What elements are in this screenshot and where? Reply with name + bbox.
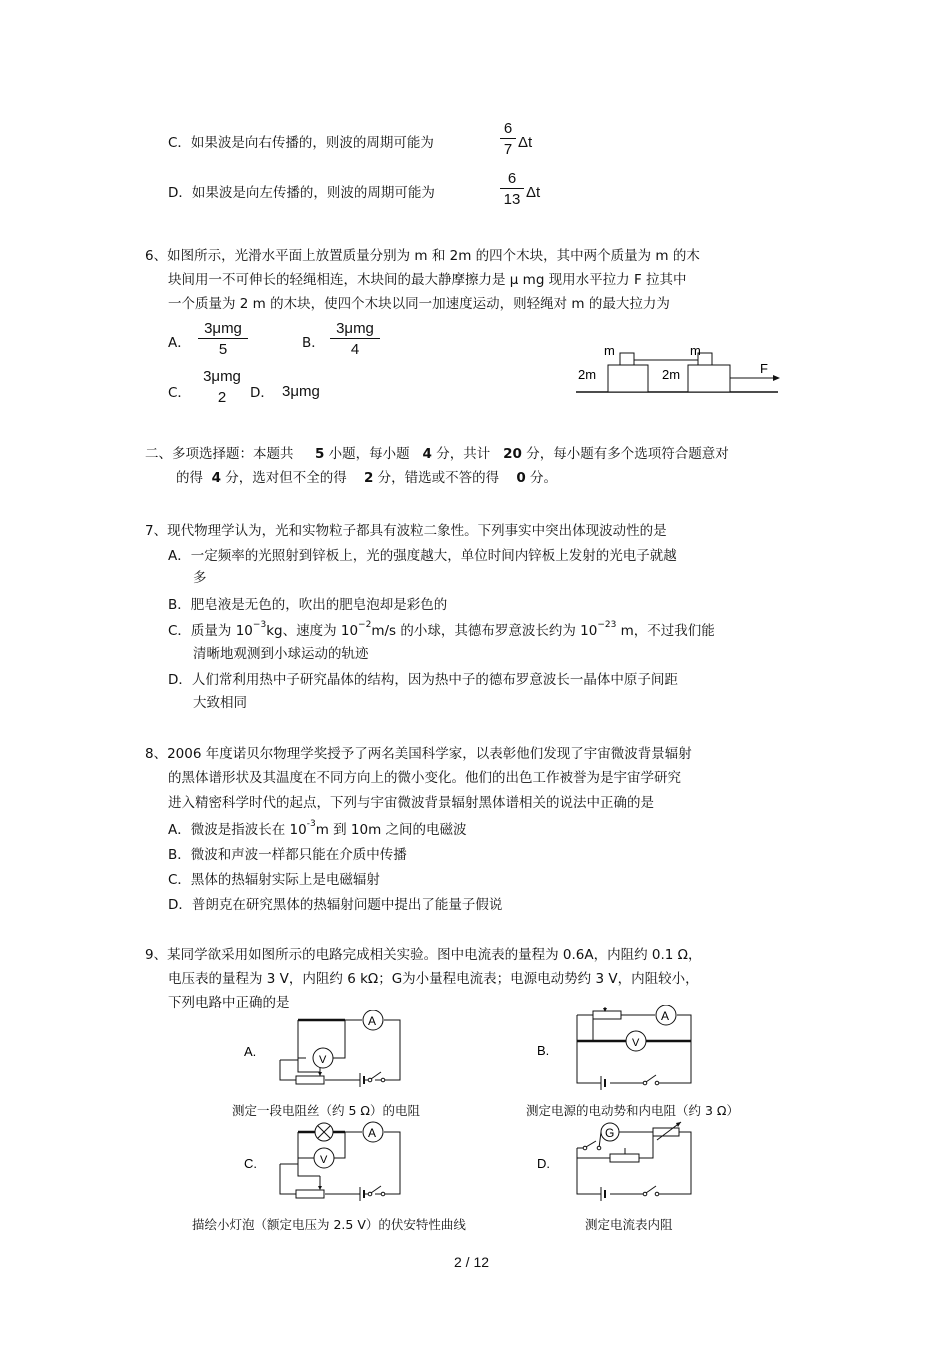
switch-lever: [371, 1186, 381, 1193]
q6-option-d-value: 3μmg: [282, 383, 320, 400]
fraction-denominator: 5: [218, 341, 228, 358]
ammeter-letter: A: [368, 1014, 377, 1028]
switch-lever: [586, 1141, 596, 1147]
q8-option-a: A．微波是指波长在 $10^{-3}m$ 到 10m 之间的电磁波: [168, 819, 467, 838]
galvanometer-letter: G: [605, 1126, 615, 1140]
q8-stem-line1: 8、2006 年度诺贝尔物理学奖授予了两名美国科学家，以表彰他们发现了宇宙微波背景辐射: [145, 746, 692, 762]
block-m-left: [620, 353, 634, 365]
switch-lever: [646, 1075, 656, 1082]
q7-option-b: B．肥皂液是无色的，吹出的肥皂泡却是彩色的: [168, 597, 448, 613]
q9-stem-line2: 电压表的量程为 3 V，内阻约 6 kΩ；G为小量程电流表；电源电动势约 3 V，内阻较小，: [168, 971, 699, 987]
fraction-numerator: 6: [503, 120, 513, 137]
switch-contact: [655, 1081, 659, 1085]
q6-option-b-fraction: [330, 320, 380, 358]
section2-line2: 的得 4 分，选对但不全的得 2 分，错选或不答的得 0 分。: [176, 470, 558, 486]
voltmeter-letter: V: [320, 1154, 328, 1166]
fraction-numerator: 6: [507, 170, 517, 187]
block-2m-left: [608, 365, 648, 392]
voltmeter-letter: V: [319, 1054, 327, 1066]
fraction-numerator: 3μmg: [204, 320, 242, 337]
q7-option-c-line2: 清晰地观测到小球运动的轨迹: [193, 646, 369, 662]
switch-lever: [646, 1186, 656, 1193]
block-2m-right: [688, 365, 730, 392]
circuit-c-label: C.: [244, 1156, 257, 1171]
label-m-left: m: [604, 343, 615, 358]
fraction-bar: [330, 338, 380, 339]
q6-option-c-label: C．: [168, 385, 191, 401]
force-arrowhead: [773, 375, 780, 381]
fraction-bar: [198, 338, 248, 339]
fraction-denominator: 4: [350, 341, 360, 358]
q6-option-d-label: D．: [250, 385, 274, 401]
q7-option-a-line2: 多: [193, 570, 207, 586]
circuit-d: [535, 1118, 705, 1208]
rheostat: [610, 1154, 639, 1162]
slider-arrow: [318, 1186, 322, 1190]
q8-stem-line3: 进入精密科学时代的起点，下列与宇宙微波背景辐射黑体谱相关的说法中正确的是: [168, 795, 654, 811]
circuit-d-label: D.: [537, 1156, 550, 1171]
switch-contact: [655, 1192, 659, 1196]
switch-contact: [381, 1078, 385, 1082]
rheostat: [296, 1076, 324, 1084]
fraction-numerator: 3μmg: [336, 320, 374, 337]
circuit-d-caption: 测定电流表内阻: [585, 1217, 673, 1232]
q5-option-d: D．如果波是向左传播的，则波的周期可能为: [168, 185, 435, 201]
ammeter-letter: A: [368, 1126, 377, 1140]
ammeter-letter: A: [661, 1009, 670, 1023]
q5-option-c-unit: Δt: [518, 134, 533, 151]
q6-stem-line1: 6、如图所示，光滑水平面上放置质量分别为 m 和 2m 的四个木块，其中两个质量为 m 的木: [145, 248, 700, 264]
q8-stem-line2: 的黑体谱形状及其温度在不同方向上的微小变化。他们的出色工作被誉为是宇宙学研究: [168, 770, 681, 786]
circuit-a-caption: 测定一段电阻丝（约 5 Ω）的电阻: [232, 1103, 420, 1118]
q7-option-d-line1: D．人们常利用热中子研究晶体的结构，因为热中子的德布罗意波长一晶体中原子间距: [168, 672, 678, 688]
fraction-bar: [500, 188, 524, 189]
q5-option-c-fraction: [500, 120, 516, 158]
label-force: F: [760, 361, 768, 376]
rheostat: [593, 1011, 621, 1019]
q8-option-d: D．普朗克在研究黑体的热辐射问题中提出了能量子假说: [168, 897, 503, 913]
circuit-c-caption: 描绘小灯泡（额定电压为 2.5 V）的伏安特性曲线: [192, 1217, 466, 1232]
q8-option-b: B．微波和声波一样都只能在介质中传播: [168, 847, 407, 863]
q5-option-c: C．如果波是向右传播的，则波的周期可能为: [168, 135, 434, 151]
circuit-a-label: A.: [244, 1044, 257, 1059]
q7-option-a-line1: A．一定频率的光照射到锌板上，光的强度越大，单位时间内锌板上发射的光电子就越: [168, 548, 677, 564]
q6-option-a-label: A．: [168, 335, 191, 351]
rheostat: [296, 1190, 324, 1198]
circuit-c: [240, 1118, 410, 1208]
slider-arrow: [318, 1072, 322, 1076]
section2-line1: 二、多项选择题：本题共 5 小题，每小题 4 分，共计 20 分，每小题有多个选项符合题意对: [145, 446, 729, 462]
fraction-numerator: 3μmg: [203, 368, 241, 385]
resistance-box: [653, 1128, 679, 1136]
q6-option-b-label: B．: [302, 335, 325, 351]
q7-option-c-line1: C．质量为 $10^{-3}kg$、速度为 $10^{-2}m/s$ 的小球，其德布罗意波长约为 $10^{-23}$ m，不过我们能: [168, 620, 715, 639]
q5-option-d-fraction: [500, 170, 524, 208]
q6-blocks-figure: [570, 340, 785, 400]
label-m-right: m: [690, 343, 701, 358]
q8-option-c: C．黑体的热辐射实际上是电磁辐射: [168, 872, 380, 888]
variable-arrowhead: [676, 1122, 681, 1127]
q5-option-d-unit: Δt: [526, 184, 541, 201]
fraction-denominator: 2: [217, 389, 227, 406]
q6-stem-line2: 块间用一不可伸长的轻绳相连，木块间的最大静摩擦力是 μ mg 现用水平拉力 F 拉其中: [168, 272, 687, 288]
circuit-a: [240, 1010, 410, 1095]
circuit-b-caption: 测定电源的电动势和内电阻（约 3 Ω）: [526, 1103, 739, 1118]
voltmeter-letter: V: [632, 1037, 640, 1049]
label-2m-left: 2m: [578, 367, 597, 382]
switch-contact: [597, 1146, 601, 1150]
switch-contact: [381, 1192, 385, 1196]
q7-option-d-line2: 大致相同: [193, 695, 247, 711]
q9-stem-line3: 下列电路中正确的是: [168, 995, 290, 1011]
q6-option-c-fraction: [198, 368, 246, 406]
fraction-denominator: 7: [503, 141, 513, 158]
q9-stem-line1: 9、某同学欲采用如图所示的电路完成相关实验。图中电流表的量程为 0.6A，内阻约 0.1 Ω，: [145, 947, 702, 963]
label-2m-right: 2m: [662, 367, 681, 382]
fraction-denominator: 13: [503, 191, 521, 208]
q6-option-a-fraction: [198, 320, 248, 358]
q7-stem: 7、现代物理学认为，光和实物粒子都具有波粒二象性。下列事实中突出体现波动性的是: [145, 523, 667, 539]
fraction-bar: [198, 386, 246, 387]
q6-stem-line3: 一个质量为 2 m 的木块，使四个木块以同一加速度运动，则轻绳对 m 的最大拉力为: [168, 296, 670, 312]
circuit-b: [535, 1005, 705, 1095]
page-number: 2 / 12: [454, 1254, 490, 1270]
fraction-bar: [500, 138, 516, 139]
circuit-b-label: B.: [537, 1043, 550, 1058]
switch-lever: [371, 1072, 381, 1079]
